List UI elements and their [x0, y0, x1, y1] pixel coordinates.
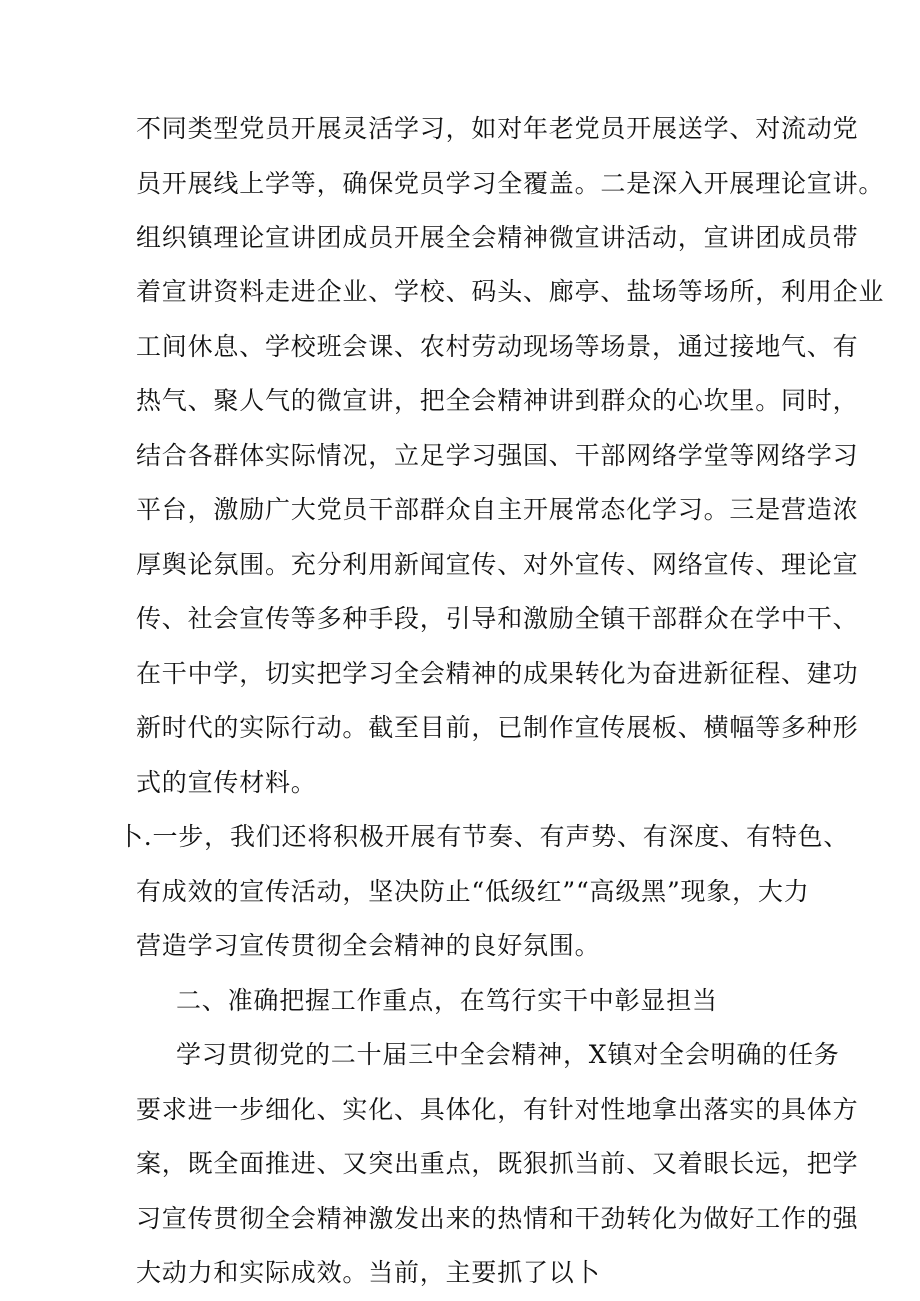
body-text-line: 平台，激励广大党员干部群众自主开展常态化学习。三是营造浓	[136, 495, 859, 524]
body-text-line: 不同类型党员开展灵活学习，如对年老党员开展送学、对流动党	[136, 114, 859, 143]
body-text-line: 工间休息、学校班会课、农村劳动现场等场景，通过接地气、有	[136, 332, 859, 361]
body-text-line: 有成效的宣传活动，坚决防止“低级红”“高级黑”现象，大力	[136, 877, 810, 906]
section-heading: 二、准确把握工作重点，在笃行实干中彰显担当	[176, 986, 718, 1015]
body-text-line: 案，既全面推进、又突出重点，既狠抓当前、又着眼长远，把学	[136, 1149, 859, 1178]
body-text-line: 传、社会宣传等多种手段，引导和激励全镇干部群众在学中干、	[136, 604, 859, 633]
body-text-line: 结合各群体实际情况，立足学习强国、干部网络学堂等网络学习	[136, 441, 859, 470]
body-text-line: 员开展线上学等，确保党员学习全覆盖。二是深入开展理论宣讲。	[136, 169, 885, 198]
body-text-line: 新时代的实际行动。截至目前，已制作宣传展板、横幅等多种形	[136, 713, 859, 742]
body-text-line: 组织镇理论宣讲团成员开展全会精神微宣讲活动，宣讲团成员带	[136, 223, 859, 252]
body-text-line: 式的宣传材料。	[136, 768, 317, 797]
body-text-line: 大动力和实际成效。当前，主要抓了以卜	[136, 1258, 601, 1287]
body-text-line: 习宣传贯彻全会精神激发出来的热情和干劲转化为做好工作的强	[136, 1204, 859, 1233]
body-text-line: 要求进一步细化、实化、具体化，有针对性地拿出落实的具体方	[136, 1095, 859, 1124]
body-text-line: 学习贯彻党的二十届三中全会精神，X镇对全会明确的任务	[176, 1040, 840, 1069]
body-text-line: 营造学习宣传贯彻全会精神的良好氛围。	[136, 931, 601, 960]
body-text-line: 厚舆论氛围。充分利用新闻宣传、对外宣传、网络宣传、理论宣	[136, 550, 859, 579]
body-text-line: 在干中学，切实把学习全会精神的成果转化为奋进新征程、建功	[136, 659, 859, 688]
body-text-line: 卜.一步，我们还将积极开展有节奏、有声势、有深度、有特色、	[118, 822, 850, 851]
body-text-line: 热气、聚人气的微宣讲，把全会精神讲到群众的心坎里。同时，	[136, 386, 859, 415]
body-text-line: 着宣讲资料走进企业、学校、码头、廊亭、盐场等场所，利用企业	[136, 277, 885, 306]
